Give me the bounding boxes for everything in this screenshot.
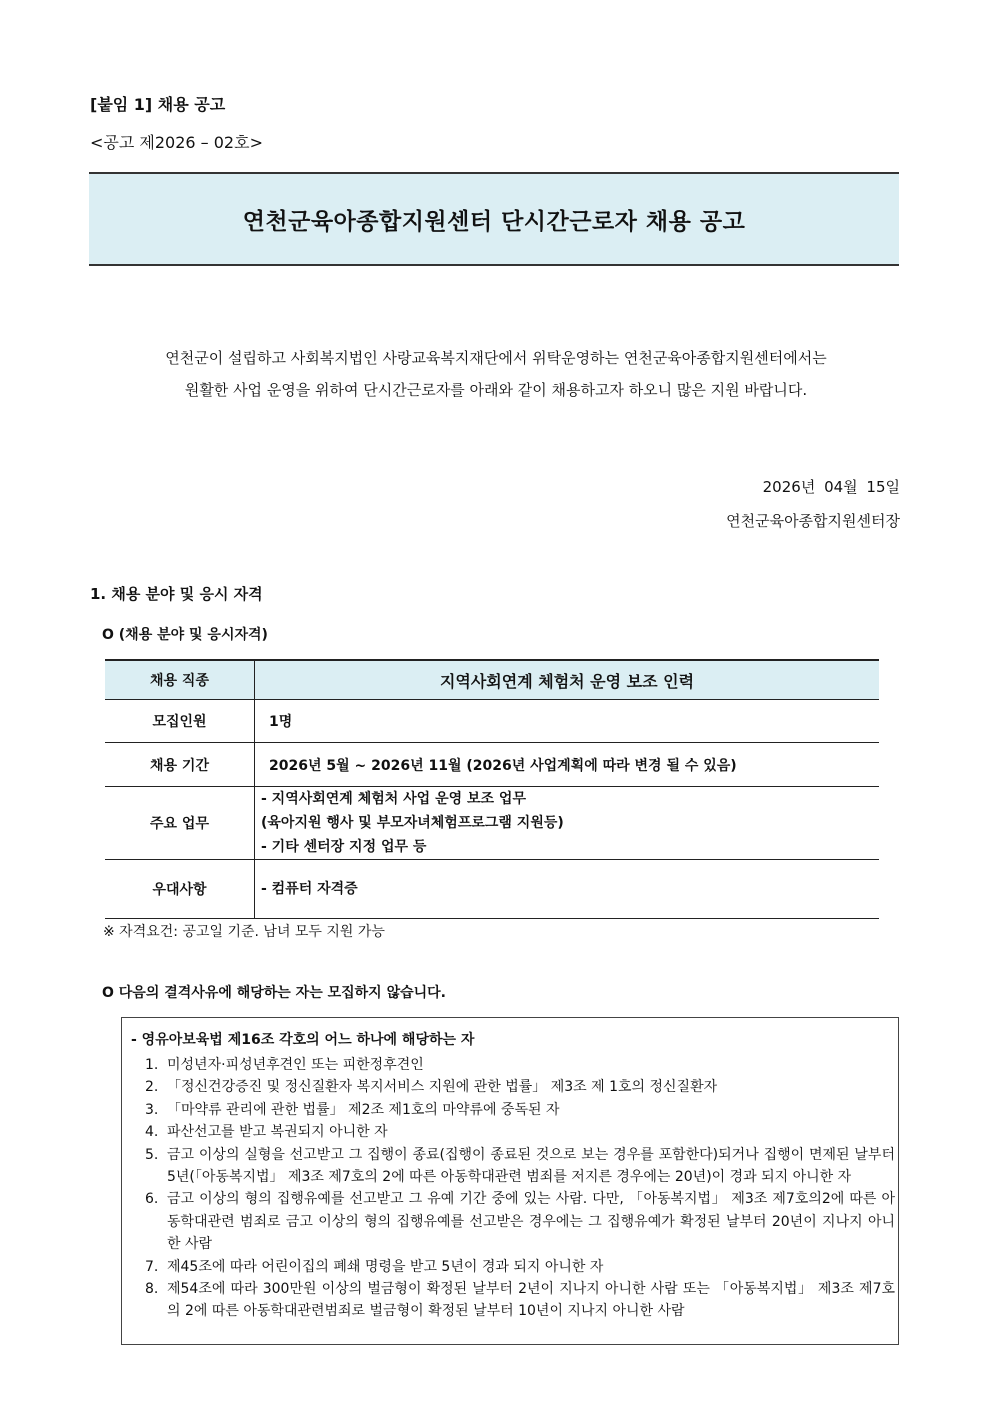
item-number: 1. bbox=[145, 1057, 159, 1073]
table-row-headcount bbox=[105, 700, 879, 743]
item-number: 3. bbox=[145, 1101, 159, 1118]
item-text: 금고 이상의 실형을 선고받고 그 집행이 종료(집행이 종료된 것으로 보는 경우를 포함한다)되거나 집행이 면제된 날부터 5년(「아동복지법」 제3조 제7호의 2에 따른 아동학대관련 범죄를 저지른 경우에는 20년)이 경과 되지 아니한 자 bbox=[167, 1146, 895, 1186]
disqualification-box-heading: - 영유아보육법 제16조 각호의 어느 하나에 해당하는 자 bbox=[131, 1032, 475, 1048]
table-row-preference bbox=[105, 860, 879, 919]
qualification-note: ※ 자격요건: 공고일 기준. 남녀 모두 지원 가능 bbox=[103, 924, 385, 940]
item-text: 미성년자·피성년후견인 또는 피한정후견인 bbox=[167, 1057, 424, 1073]
duties-line-2: (육아지원 행사 및 부모자녀체험프로그램 지원등) bbox=[261, 815, 564, 831]
intro-line-2: 원활한 사업 운영을 위하여 단시간근로자를 아래와 같이 채용하고자 하오니 많은 지원 바랍니다. bbox=[184, 381, 808, 399]
item-text: 「정신건강증진 및 정신질환자 복지서비스 지원에 관한 법률」 제3조 제 1호의 정신질환자 bbox=[167, 1079, 718, 1096]
section-1-subheading: O (채용 분야 및 응시자격) bbox=[102, 627, 268, 643]
disqualification-list bbox=[145, 1054, 895, 1323]
table-row-job bbox=[105, 660, 879, 700]
period-value: 2026년 5월 ~ 2026년 11월 (2026년 사업계획에 따라 변경 될 수 있음) bbox=[255, 743, 880, 787]
headcount-label: 모집인원 bbox=[105, 700, 255, 743]
item-text: 파산선고를 받고 복권되지 아니한 자 bbox=[167, 1124, 388, 1141]
job-label: 채용 직종 bbox=[105, 660, 255, 700]
section-1-heading: 1. 채용 분야 및 응시 자격 bbox=[90, 585, 263, 603]
item-text: 「마약류 관리에 관한 법률」 제2조 제1호의 마약류에 중독된 자 bbox=[167, 1101, 560, 1118]
preference-label: 우대사항 bbox=[105, 860, 255, 919]
item-text: 제54조에 따라 300만원 이상의 벌금형이 확정된 날부터 2년이 지나지 아니한 사람 또는 「아동복지법」 제3조 제7호의 2에 따른 아동학대관련범죄로 벌금형이 확정된 날부터 10년이 지나지 아니한 사람 bbox=[167, 1281, 895, 1320]
notice-number: <공고 제2026 – 02호> bbox=[90, 133, 263, 152]
item-number: 7. bbox=[145, 1258, 159, 1275]
section-2-heading: O 다음의 결격사유에 해당하는 자는 모집하지 않습니다. bbox=[102, 985, 446, 1001]
item-number: 4. bbox=[145, 1124, 159, 1141]
notice-date: 2026년 04월 15일 bbox=[762, 478, 900, 496]
list-item bbox=[145, 1188, 895, 1255]
list-item bbox=[145, 1076, 895, 1098]
table-row-period bbox=[105, 743, 879, 787]
list-item bbox=[145, 1278, 895, 1323]
page-title: 연천군육아종합지원센터 단시간근로자 채용 공고 bbox=[242, 208, 746, 235]
list-item bbox=[145, 1144, 895, 1189]
signer-name: 연천군육아종합지원센터장 bbox=[726, 512, 900, 530]
duties-value bbox=[255, 787, 880, 860]
item-number: 5. bbox=[145, 1146, 159, 1163]
table-row-duties bbox=[105, 787, 879, 860]
duties-line-3: - 기타 센터장 지정 업무 등 bbox=[261, 839, 427, 855]
headcount-value: 1명 bbox=[255, 700, 880, 743]
list-item bbox=[145, 1256, 895, 1278]
list-item bbox=[145, 1054, 895, 1076]
attachment-label: [붙임 1] 채용 공고 bbox=[90, 95, 226, 114]
item-number: 8. bbox=[145, 1281, 159, 1298]
duties-line-1: - 지역사회연계 체험처 사업 운영 보조 업무 bbox=[261, 791, 526, 807]
list-item bbox=[145, 1121, 895, 1143]
title-banner bbox=[89, 172, 899, 266]
item-text: 금고 이상의 형의 집행유예를 선고받고 그 유예 기간 중에 있는 사람. 다만, 「아동복지법」 제3조 제7호의2에 따른 아동학대관련 범죄로 금고 이상의 형의 집행유예를 선고받은 경우에는 그 집행유예가 확정된 날부터 20년이 지나지 아니한 사람 bbox=[167, 1191, 895, 1253]
duties-label: 주요 업무 bbox=[105, 787, 255, 860]
recruitment-info-table bbox=[105, 659, 879, 919]
item-number: 2. bbox=[145, 1079, 159, 1096]
job-value: 지역사회연계 체험처 운영 보조 인력 bbox=[255, 660, 880, 700]
list-item bbox=[145, 1099, 895, 1121]
item-text: 제45조에 따라 어린이집의 폐쇄 명령을 받고 5년이 경과 되지 아니한 자 bbox=[167, 1258, 604, 1275]
item-number: 6. bbox=[145, 1191, 159, 1208]
intro-line-1: 연천군이 설립하고 사회복지법인 사랑교육복지재단에서 위탁운영하는 연천군육아종합지원센터에서는 bbox=[165, 349, 827, 367]
period-label: 채용 기간 bbox=[105, 743, 255, 787]
preference-value: - 컴퓨터 자격증 bbox=[255, 860, 880, 919]
